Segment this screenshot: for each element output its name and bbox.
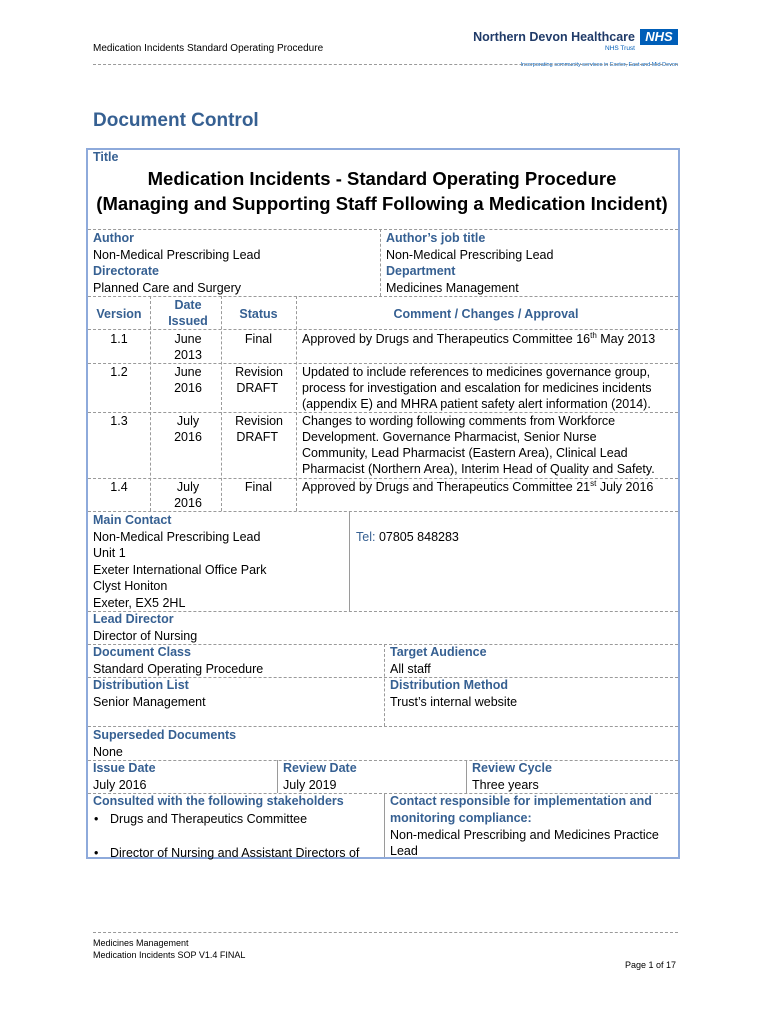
- telephone: Tel: 07805 848283: [356, 530, 459, 544]
- review-cycle-label: Review Cycle: [472, 761, 552, 775]
- issue-date-value: July 2016: [93, 778, 147, 792]
- consulted-item: • Drugs and Therapeutics Committee: [90, 811, 770, 828]
- divider: [277, 760, 278, 793]
- directorate-value: Planned Care and Surgery: [93, 281, 242, 295]
- superseded-value: None: [93, 745, 123, 759]
- date-cell: 2016: [174, 430, 202, 444]
- comment-cell: (appendix E) and MHRA patient safety alert information (2014).: [302, 397, 651, 411]
- author-label: Author: [93, 231, 134, 245]
- author-job-label: Author’s job title: [386, 231, 486, 245]
- status-cell: DRAFT: [236, 381, 278, 395]
- main-contact-line: Unit 1: [93, 546, 126, 560]
- divider: [466, 760, 467, 793]
- divider: [88, 726, 678, 727]
- main-contact-line: Non-Medical Prescribing Lead: [93, 530, 261, 544]
- date-cell: July: [176, 414, 200, 428]
- divider: [88, 611, 678, 612]
- review-date-label: Review Date: [283, 761, 357, 775]
- contact-impl-label-line2: monitoring compliance:: [390, 811, 532, 825]
- distribution-list-label: Distribution List: [93, 678, 189, 692]
- comment-cell: Updated to include references to medicines governance group,: [302, 365, 651, 379]
- footer-department: Medicines Management: [93, 938, 189, 948]
- date-cell: June: [174, 365, 202, 379]
- date-header-line1: Date: [174, 298, 202, 312]
- contact-impl-value-line1: Non-medical Prescribing and Medicines Practice: [390, 828, 659, 842]
- divider: [384, 644, 385, 726]
- date-header-line2: Issued: [168, 314, 208, 328]
- main-contact-line: Exeter, EX5 2HL: [93, 596, 186, 610]
- status-cell: Final: [244, 332, 272, 346]
- comment-cell: process for investigation and escalation for medicines incidents: [302, 381, 652, 395]
- directorate-label: Directorate: [93, 264, 159, 278]
- distribution-method-value: Trust’s internal website: [390, 695, 518, 709]
- consulted-item: • Director of Nursing and Assistant Directors of: [90, 845, 770, 862]
- review-date-value: July 2019: [283, 778, 337, 792]
- main-contact-line: Clyst Honiton: [93, 579, 168, 593]
- author-job-value: Non-Medical Prescribing Lead: [386, 248, 554, 262]
- page-number: Page 1 of 17: [625, 960, 677, 970]
- comment-cell: Pharmacist (Northern Area), Interim Head of Quality and Safety.: [302, 462, 655, 476]
- superseded-label: Superseded Documents: [93, 728, 237, 742]
- consulted-label: Consulted with the following stakeholders: [93, 794, 344, 808]
- logo-org-name: Northern Devon Healthcare: [473, 30, 635, 44]
- version-cell: 1.4: [110, 480, 128, 494]
- footer-doc-ref: Medication Incidents SOP V1.4 FINAL: [93, 950, 246, 960]
- divider: [88, 511, 678, 512]
- comment-cell: Development. Governance Pharmacist, Senior Nurse: [302, 430, 597, 444]
- divider: [88, 329, 678, 330]
- document-title-line2: (Managing and Supporting Staff Following a Medication Incident): [96, 193, 668, 214]
- document-class-value: Standard Operating Procedure: [93, 662, 264, 676]
- date-cell: July: [176, 480, 200, 494]
- main-contact-line: Exeter International Office Park: [93, 563, 267, 577]
- version-cell: 1.3: [110, 414, 128, 428]
- version-cell: 1.1: [110, 332, 128, 346]
- target-audience-label: Target Audience: [390, 645, 487, 659]
- title-label: Title: [93, 150, 119, 164]
- footer-divider: [93, 932, 678, 933]
- document-title-line1: Medication Incidents - Standard Operating Procedure: [147, 168, 617, 189]
- nhs-trust-logo: [473, 28, 678, 74]
- issue-date-label: Issue Date: [93, 761, 156, 775]
- target-audience-value: All staff: [390, 662, 431, 676]
- date-cell: 2016: [174, 381, 202, 395]
- divider: [221, 296, 222, 511]
- nhs-logo-badge: NHS: [640, 29, 678, 45]
- section-title: Document Control: [93, 110, 259, 131]
- status-cell: Final: [244, 480, 272, 494]
- logo-trust-text: NHS Trust: [605, 45, 635, 52]
- status-cell: Revision: [235, 365, 283, 379]
- divider: [88, 760, 678, 761]
- comment-cell: Changes to wording following comments from Workforce: [302, 414, 616, 428]
- version-header: Version: [96, 307, 142, 321]
- divider: [380, 229, 381, 296]
- date-cell: 2013: [174, 348, 202, 362]
- divider: [349, 511, 350, 611]
- divider: [296, 296, 297, 511]
- header-doc-title: Medication Incidents Standard Operating Procedure: [93, 43, 324, 54]
- review-cycle-value: Three years: [472, 778, 539, 792]
- header-divider: [93, 64, 678, 65]
- status-cell: DRAFT: [236, 430, 278, 444]
- logo-strapline: Incorporating community services in Exeter, East and Mid Devon: [520, 62, 678, 68]
- comment-cell: Community, Lead Pharmacist (Eastern Area), Clinical Lead: [302, 446, 628, 460]
- date-cell: 2016: [174, 496, 202, 510]
- divider: [88, 229, 678, 230]
- divider: [384, 793, 385, 857]
- lead-director-label: Lead Director: [93, 612, 174, 626]
- comment-cell: Approved by Drugs and Therapeutics Committee 21st July 2016: [302, 478, 654, 494]
- divider: [150, 296, 151, 511]
- lead-director-value: Director of Nursing: [93, 629, 198, 643]
- version-cell: 1.2: [110, 365, 128, 379]
- department-label: Department: [386, 264, 456, 278]
- distribution-list-value: Senior Management: [93, 695, 206, 709]
- status-header: Status: [239, 307, 278, 321]
- contact-impl-value-line2: Lead: [390, 844, 418, 858]
- comment-header: Comment / Changes / Approval: [393, 307, 579, 321]
- status-cell: Revision: [235, 414, 283, 428]
- comment-cell: Approved by Drugs and Therapeutics Committee 16th May 2013: [302, 330, 656, 346]
- document-class-label: Document Class: [93, 645, 191, 659]
- author-value: Non-Medical Prescribing Lead: [93, 248, 261, 262]
- contact-impl-label-line1: Contact responsible for implementation and: [390, 794, 652, 808]
- main-contact-label: Main Contact: [93, 513, 172, 527]
- distribution-method-label: Distribution Method: [390, 678, 509, 692]
- department-value: Medicines Management: [386, 281, 519, 295]
- date-cell: June: [174, 332, 202, 346]
